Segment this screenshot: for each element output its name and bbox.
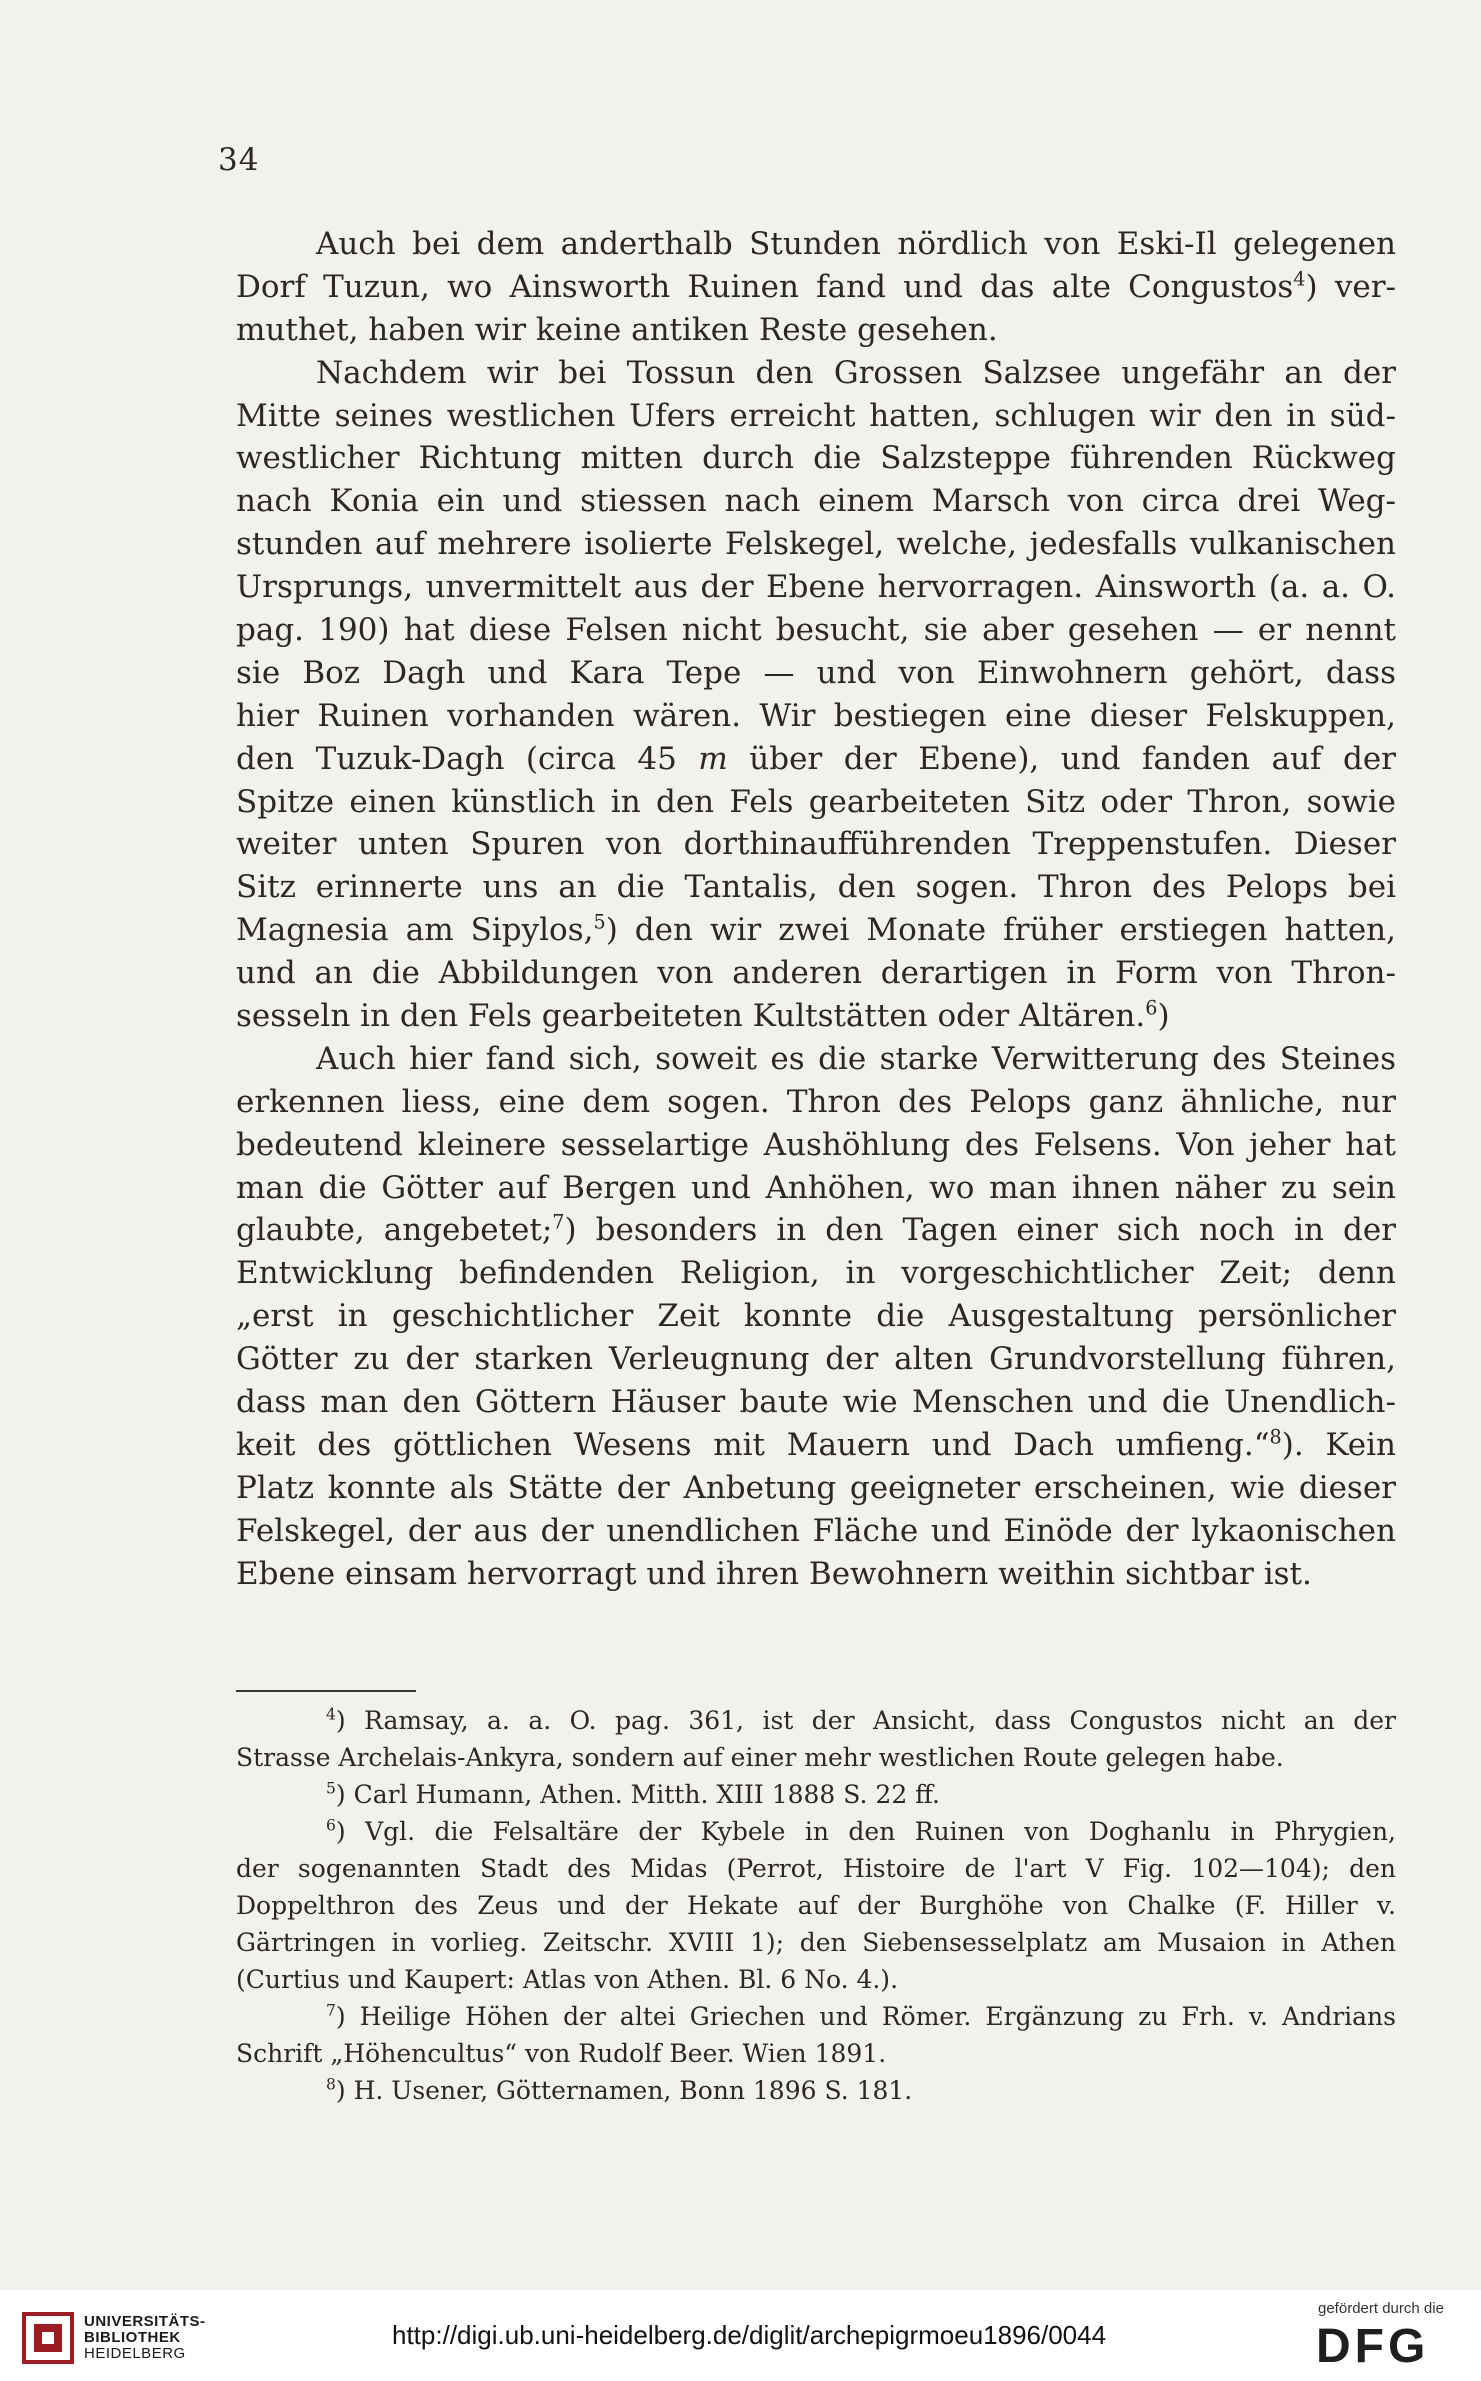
text-line: sie Boz Dagh und Kara Tepe — und von Einwohnern gehört, dass bbox=[236, 654, 1396, 691]
footnote-line: $^7$) Heilige Höhen der altei Griechen und Römer. Ergänzung zu Frh. v. Andrians bbox=[326, 2001, 1396, 2031]
text-line: muthet, haben wir keine antiken Reste gesehen. bbox=[236, 311, 998, 348]
text-line: den Tuzuk-Dagh (circa 45 m über der Ebene), und fanden auf der bbox=[236, 740, 1396, 777]
text-line: sesseln in den Fels gearbeiteten Kultstätten oder Altären.$^6$) bbox=[236, 996, 1170, 1035]
text-line: Auch bei dem anderthalb Stunden nördlich von Eski-Il gelegenen bbox=[316, 226, 1396, 262]
text-line: glaubte, angebetet;$^7$) besonders in den Tagen einer sich noch in der bbox=[236, 1211, 1396, 1249]
text-line: nach Konia ein und stiessen nach einem Marsch von circa drei Weg- bbox=[236, 483, 1396, 520]
page-number: 34 bbox=[218, 142, 260, 178]
text-line: Götter zu der starken Verleugnung der alten Grundvorstellung führen, bbox=[236, 1341, 1396, 1378]
footnote-line: Schrift „Höhencultus“ von Rudolf Beer. Wien 1891. bbox=[236, 2039, 887, 2068]
funding-caption: gefördert durch die bbox=[1318, 2300, 1444, 2317]
text-line: und an die Abbildungen von anderen derartigen in Form von Thron- bbox=[236, 955, 1396, 992]
text-line: Mitte seines westlichen Ufers erreicht hatten, schlugen wir den in süd- bbox=[236, 397, 1396, 434]
footnote-line: Strasse Archelais-Ankyra, sondern auf einer mehr westlichen Route gelegen habe. bbox=[236, 1743, 1284, 1772]
text-line: dass man den Göttern Häuser baute wie Menschen und die Unendlich- bbox=[236, 1384, 1396, 1421]
text-line: Sitz erinnerte uns an die Tantalis, den sogen. Thron des Pelops bei bbox=[236, 869, 1396, 906]
text-line: Dorf Tuzun, wo Ainsworth Ruinen fand und das alte Congustos$^4$) ver- bbox=[236, 267, 1396, 305]
dfg-logo: DFG bbox=[1316, 2320, 1430, 2373]
text-line: Platz konnte als Stätte der Anbetung geeigneter erscheinen, wie dieser bbox=[236, 1469, 1396, 1506]
institution-line-2: BIBLIOTHEK bbox=[84, 2329, 181, 2346]
footnote-line: der sogenannten Stadt des Midas (Perrot, Histoire de l'art V Fig. 102—104); den bbox=[236, 1854, 1396, 1883]
text-line: Magnesia am Sipylos,$^5$) den wir zwei Monate früher erstiegen hatten, bbox=[236, 910, 1396, 949]
footnote-line: Gärtringen in vorlieg. Zeitschr. XVIII 1); den Siebensesselplatz am Musaion in Athen bbox=[236, 1928, 1396, 1957]
text-line: Entwicklung befindenden Religion, in vorgeschichtlicher Zeit; denn bbox=[236, 1255, 1396, 1292]
institution-line-1: UNIVERSITÄTS- bbox=[84, 2313, 206, 2330]
text-line: Ebene einsam hervorragt und ihren Bewohnern weithin sichtbar ist. bbox=[236, 1555, 1312, 1592]
text-line: Felskegel, der aus der unendlichen Fläche und Einöde der lykaonischen bbox=[236, 1512, 1396, 1549]
text-line: erkennen liess, eine dem sogen. Thron des Pelops ganz ähnliche, nur bbox=[236, 1083, 1396, 1120]
text-line: Nachdem wir bei Tossun den Grossen Salzsee ungefähr an der bbox=[316, 354, 1396, 391]
text-line: „erst in geschichtlicher Zeit konnte die Ausgestaltung persönlicher bbox=[236, 1298, 1396, 1335]
text-line: hier Ruinen vorhanden wären. Wir bestiegen eine dieser Felskuppen, bbox=[236, 697, 1396, 734]
footnote-line: Doppelthron des Zeus und der Hekate auf der Burghöhe von Chalke (F. Hiller v. bbox=[236, 1891, 1396, 1920]
text-line: weiter unten Spuren von dorthinaufführenden Treppenstufen. Dieser bbox=[236, 826, 1396, 863]
text-line: Spitze einen künstlich in den Fels gearbeiteten Sitz oder Thron, sowie bbox=[236, 783, 1396, 820]
text-line: man die Götter auf Bergen und Anhöhen, wo man ihnen näher zu sein bbox=[236, 1169, 1396, 1206]
footnote-separator bbox=[236, 1690, 416, 1692]
footnote-line: (Curtius und Kaupert: Atlas von Athen. Bl. 6 No. 4.). bbox=[236, 1965, 899, 1994]
text-line: Ursprungs, unvermittelt aus der Ebene hervorragen. Ainsworth (a. a. O. bbox=[236, 569, 1396, 606]
institution-name bbox=[84, 2314, 206, 2362]
footnotes bbox=[236, 1702, 1396, 2109]
text-line: keit des göttlichen Wesens mit Mauern und Dach umfieng.“$^8$). Kein bbox=[236, 1425, 1396, 1463]
footnote-line: $^8$) H. Usener, Götternamen, Bonn 1896 S. 181. bbox=[326, 2075, 913, 2105]
text-line: Auch hier fand sich, soweit es die starke Verwitterung des Steines bbox=[316, 1040, 1396, 1077]
text-line: bedeutend kleinere sesselartige Aushöhlung des Felsens. Von jeher hat bbox=[236, 1126, 1396, 1163]
footnote-line: $^5$) Carl Humann, Athen. Mitth. XIII 1888 S. 22 ff. bbox=[326, 1779, 940, 1809]
source-url-link[interactable]: http://digi.ub.uni-heidelberg.de/diglit/archepigrmoeu1896/0044 bbox=[392, 2320, 1107, 2350]
institution-line-3: HEIDELBERG bbox=[84, 2345, 186, 2362]
footnote-line: $^4$) Ramsay, a. a. O. pag. 361, ist der Ansicht, dass Congustos nicht an der bbox=[326, 1705, 1396, 1735]
text-line: stunden auf mehrere isolierte Felskegel, welche, jedesfalls vulkanischen bbox=[236, 526, 1396, 563]
text-line: westlicher Richtung mitten durch die Salzsteppe führenden Rückweg bbox=[236, 440, 1396, 477]
footnote-line: $^6$) Vgl. die Felsaltäre der Kybele in den Ruinen von Doghanlu in Phrygien, bbox=[326, 1816, 1396, 1846]
university-library-logo-icon bbox=[22, 2312, 74, 2364]
text-line: pag. 190) hat diese Felsen nicht besucht, sie aber gesehen — er nennt bbox=[236, 612, 1396, 649]
main-text bbox=[236, 223, 1396, 1596]
